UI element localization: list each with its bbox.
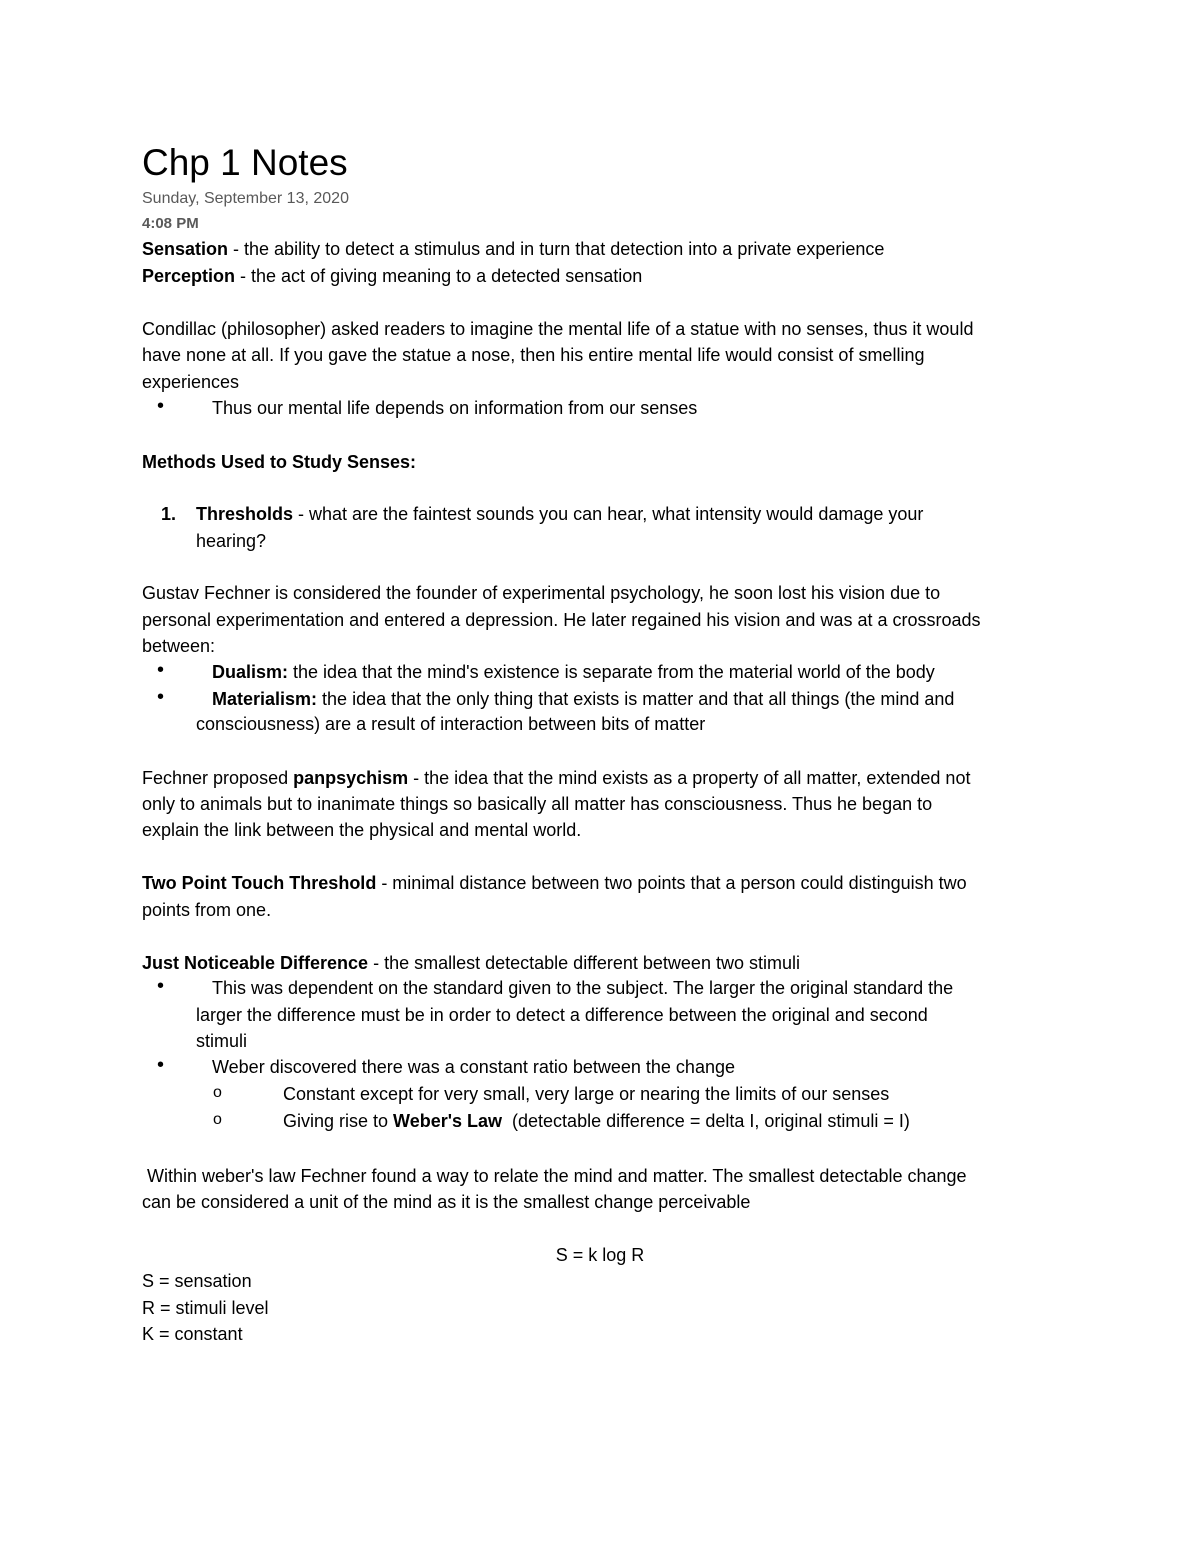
- two-point-definition: Two Point Touch Threshold - minimal distance between two points that a person could distinguish two: [142, 873, 967, 893]
- sensation-term: Sensation: [142, 239, 229, 259]
- panpsychism-line-2: only to animals but to inanimate things so basically all matter has consciousness. Thus he began to: [142, 794, 933, 814]
- definition-s: S = sensation: [142, 1271, 252, 1291]
- note-time: 4:08 PM: [142, 215, 199, 232]
- condillac-line-3: experiences: [142, 372, 240, 392]
- thresholds-item: Thresholds - what are the faintest sounds you can hear, what intensity would damage your: [196, 504, 924, 524]
- sensation-definition: Sensation - the ability to detect a stimulus and in turn that detection into a private experience: [142, 239, 885, 259]
- jnd-sub-2: Giving rise to Weber's Law (detectable difference = delta I, original stimuli = I): [283, 1111, 910, 1131]
- definition-k: K = constant: [142, 1324, 243, 1344]
- list-number: 1.: [161, 504, 177, 524]
- dualism-term: Dualism:: [212, 662, 289, 682]
- definition-r: R = stimuli level: [142, 1298, 269, 1318]
- jnd-definition: Just Noticeable Difference - the smallest detectable different between two stimuli: [142, 953, 800, 973]
- dualism-item: Dualism: the idea that the mind's existence is separate from the material world of the body: [212, 662, 935, 682]
- jnd-bullet-2: Weber discovered there was a constant ratio between the change: [212, 1057, 735, 1077]
- webers-law-term: Weber's Law: [393, 1111, 503, 1131]
- thresholds-item-cont: hearing?: [196, 531, 267, 551]
- weber-fechner-line-2: can be considered a unit of the mind as it is the smallest change perceivable: [142, 1192, 751, 1212]
- circle-bullet-icon: o: [213, 1084, 222, 1101]
- jnd-bullet-1-line-1: This was dependent on the standard given to the subject. The larger the original standard the: [212, 978, 954, 998]
- formula: S = k log R: [555, 1245, 645, 1265]
- bullet-icon: •: [157, 1054, 165, 1076]
- bullet-icon: •: [157, 686, 165, 708]
- thresholds-term: Thresholds: [196, 504, 294, 524]
- materialism-item-cont: consciousness) are a result of interaction between bits of matter: [196, 714, 706, 734]
- methods-heading: Methods Used to Study Senses:: [142, 452, 417, 472]
- perception-definition: Perception - the act of giving meaning to a detected sensation: [142, 266, 643, 286]
- two-point-cont: points from one.: [142, 900, 272, 920]
- panpsychism-line-3: explain the link between the physical and mental world.: [142, 820, 582, 840]
- jnd-term: Just Noticeable Difference: [142, 953, 369, 973]
- two-point-term: Two Point Touch Threshold: [142, 873, 377, 893]
- jnd-sub-1: Constant except for very small, very large or nearing the limits of our senses: [283, 1084, 890, 1104]
- materialism-term: Materialism:: [212, 689, 318, 709]
- page-title: Chp 1 Notes: [142, 142, 348, 183]
- materialism-item: Materialism: the idea that the only thing that exists is matter and that all things (the mind and: [212, 689, 955, 709]
- bullet-icon: •: [157, 395, 165, 417]
- panpsychism-term: panpsychism: [293, 768, 409, 788]
- fechner-line-2: personal experimentation and entered a depression. He later regained his vision and was at a crossroads: [142, 610, 981, 630]
- jnd-bullet-1-line-3: stimuli: [196, 1031, 248, 1051]
- fechner-line-3: between:: [142, 636, 216, 656]
- note-date: Sunday, September 13, 2020: [142, 190, 349, 207]
- perception-term: Perception: [142, 266, 236, 286]
- weber-fechner-line-1: Within weber's law Fechner found a way to relate the mind and matter. The smallest detectable change: [142, 1166, 967, 1186]
- condillac-line-2: have none at all. If you gave the statue a nose, then his entire mental life would consist of smelling: [142, 345, 925, 365]
- condillac-bullet: Thus our mental life depends on information from our senses: [212, 398, 698, 418]
- jnd-bullet-1-line-2: larger the difference must be in order to detect a difference between the original and second: [196, 1005, 928, 1025]
- circle-bullet-icon: o: [213, 1111, 222, 1128]
- fechner-line-1: Gustav Fechner is considered the founder of experimental psychology, he soon lost his vision due to: [142, 583, 941, 603]
- bullet-icon: •: [157, 659, 165, 681]
- condillac-line-1: Condillac (philosopher) asked readers to imagine the mental life of a statue with no senses, thus it would: [142, 319, 974, 339]
- panpsychism-line-1: Fechner proposed panpsychism - the idea that the mind exists as a property of all matter, extended not: [142, 768, 971, 788]
- bullet-icon: •: [157, 975, 165, 997]
